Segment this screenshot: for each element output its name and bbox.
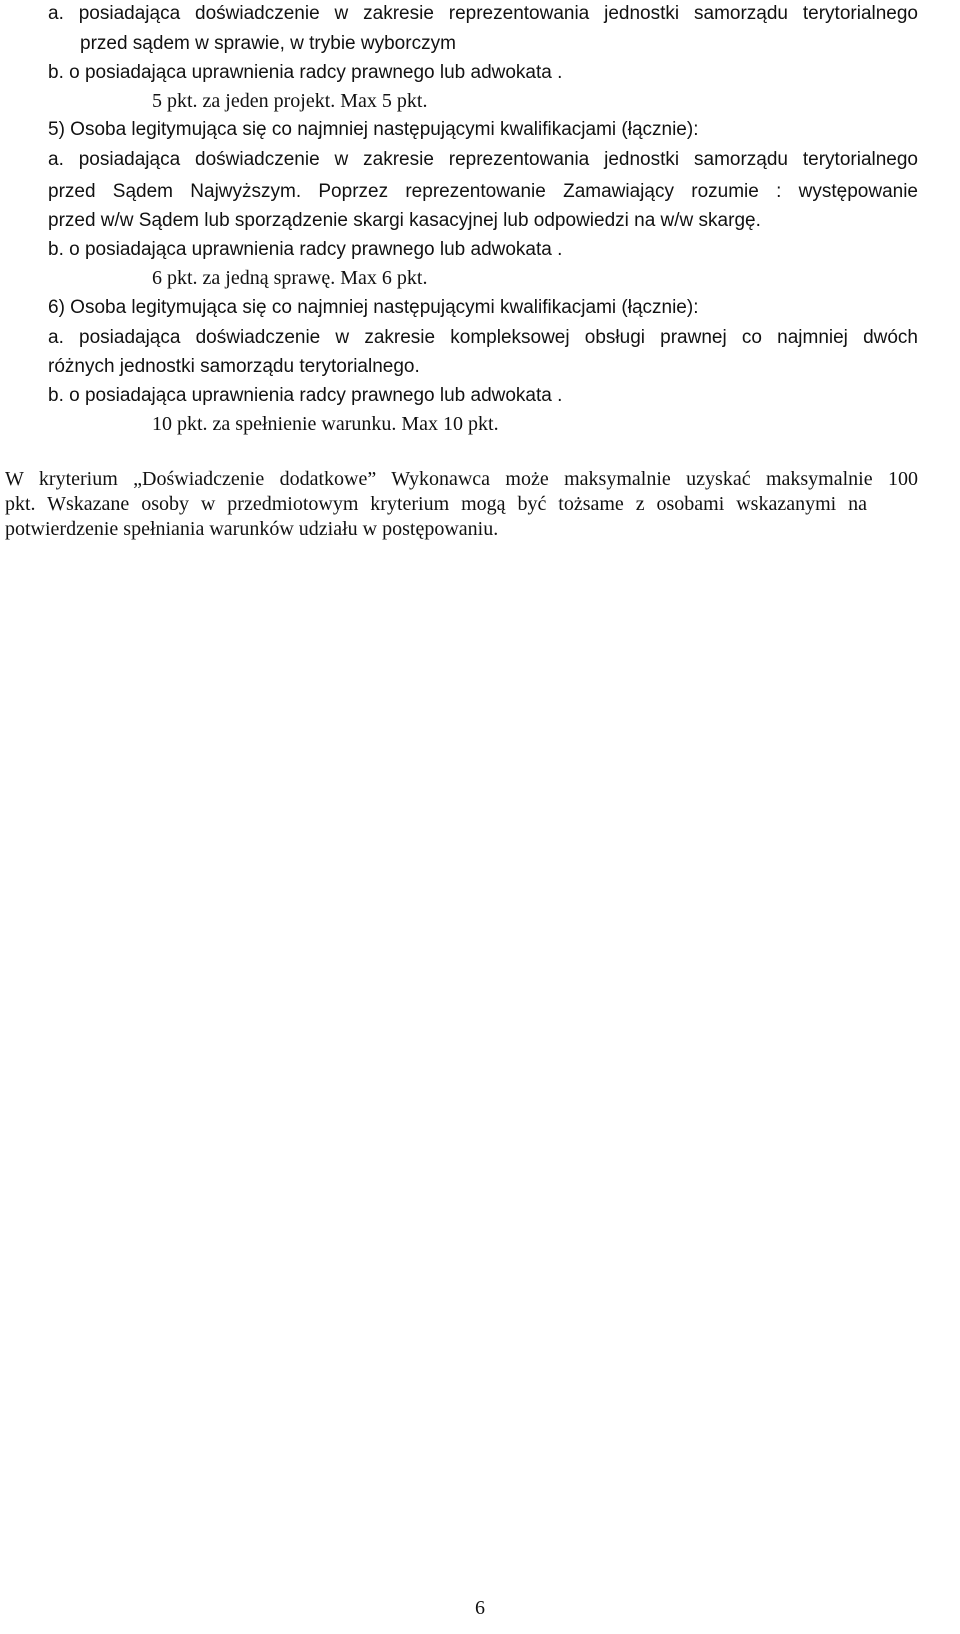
list-item-line: przed Sądem Najwyższym. Poprzez reprezentowanie Zamawiający rozumie : występowanie (48, 181, 918, 202)
list-item-line: b. o posiadająca uprawnienia radcy prawnego lub adwokata . (48, 385, 563, 406)
list-item-line: a. posiadająca doświadczenie w zakresie reprezentowania jednostki samorządu terytorialnego (48, 149, 918, 170)
criterion-heading: 6) Osoba legitymująca się co najmniej następującymi kwalifikacjami (łącznie): (48, 297, 699, 318)
list-item-line: różnych jednostki samorządu terytorialnego. (48, 356, 420, 377)
page-number: 6 (475, 1597, 485, 1619)
list-item-line: b. o posiadająca uprawnienia radcy prawnego lub adwokata . (48, 239, 563, 260)
list-item-line: b. o posiadająca uprawnienia radcy prawnego lub adwokata . (48, 62, 563, 83)
score-line: 5 pkt. za jeden projekt. Max 5 pkt. (152, 90, 428, 112)
summary-line: W kryterium „Doświadczenie dodatkowe” Wykonawca może maksymalnie uzyskać maksymalnie 100 (5, 468, 918, 490)
list-item-line: przed sądem w sprawie, w trybie wyborczym (80, 33, 456, 54)
summary-line: potwierdzenie spełniania warunków udziału w postępowaniu. (5, 518, 499, 540)
score-line: 10 pkt. za spełnienie warunku. Max 10 pkt. (152, 413, 499, 435)
list-item-line: przed w/w Sądem lub sporządzenie skargi kasacyjnej lub odpowiedzi na w/w skargę. (48, 210, 761, 231)
list-item-line: a. posiadająca doświadczenie w zakresie reprezentowania jednostki samorządu terytorialnego (48, 3, 918, 24)
summary-line: pkt. Wskazane osoby w przedmiotowym kryterium mogą być tożsame z osobami wskazanymi na (5, 493, 867, 515)
criterion-heading: 5) Osoba legitymująca się co najmniej następującymi kwalifikacjami (łącznie): (48, 119, 699, 140)
list-item-line: a. posiadająca doświadczenie w zakresie kompleksowej obsługi prawnej co najmniej dwóch (48, 327, 918, 348)
score-line: 6 pkt. za jedną sprawę. Max 6 pkt. (152, 267, 428, 289)
